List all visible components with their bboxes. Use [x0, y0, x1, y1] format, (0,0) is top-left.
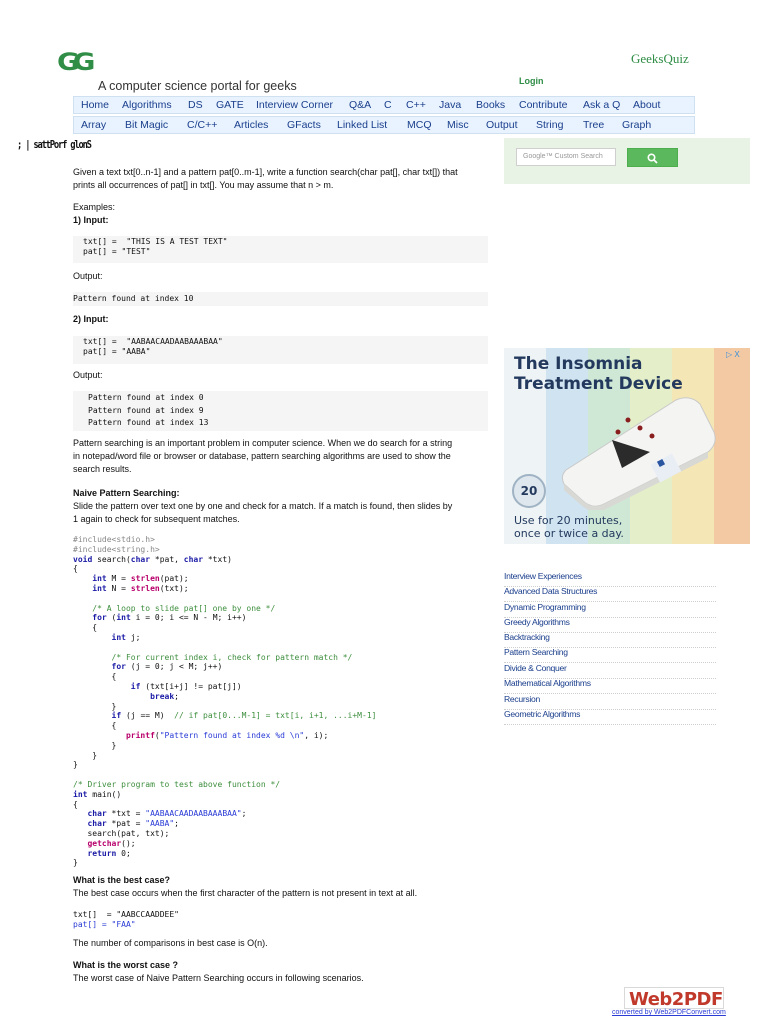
- nav-item-gate[interactable]: GATE: [216, 99, 244, 111]
- nav-item-books[interactable]: Books: [476, 99, 506, 111]
- best-case-code: [73, 910, 179, 930]
- best-case-text: The best case occurs when the first character of the pattern is not present in text at all.: [73, 888, 418, 898]
- geeksquiz-link[interactable]: GeeksQuiz: [631, 51, 689, 66]
- example-1-label: 1) Input:: [73, 215, 109, 225]
- paragraph-line-3: search results.: [73, 464, 132, 474]
- code-line: }: [73, 740, 117, 750]
- nav-item-contribute[interactable]: Contribute: [519, 99, 568, 111]
- ad-choices-icon[interactable]: ▷ X: [726, 350, 740, 359]
- search-button[interactable]: [627, 148, 678, 167]
- code-line: getchar();: [87, 838, 136, 848]
- code-line: [73, 770, 376, 780]
- advertisement[interactable]: [504, 348, 750, 544]
- code-line: [73, 594, 376, 604]
- nav-item-home[interactable]: Home: [81, 99, 110, 111]
- nav-item-mcq[interactable]: MCQ: [407, 119, 432, 131]
- example-1-output-label: Output:: [73, 271, 103, 281]
- worst-case-heading: What is the worst case ?: [73, 960, 179, 970]
- site-logo[interactable]: GG: [57, 48, 89, 76]
- code-line: for (int i = 0; i <= N - M; i++): [92, 613, 247, 623]
- best-case-comparisons: The number of comparisons in best case is O(n).: [73, 938, 268, 948]
- example-2-output-label: Output:: [73, 370, 103, 380]
- paragraph-line-1: Pattern searching is an important problem in computer science. When we do search for a string: [73, 438, 453, 448]
- example-2-label: 2) Input:: [73, 314, 109, 324]
- best-case-code-line-2: pat[] = "FAA": [73, 919, 136, 929]
- page-title: ; | sattPorf glonS: [17, 138, 91, 151]
- code-line: return 0;: [87, 848, 131, 858]
- nav-item-java[interactable]: Java: [439, 99, 462, 111]
- topic-link[interactable]: Backtracking: [504, 632, 716, 648]
- code-line: /* A loop to slide pat[] one by one */: [92, 603, 276, 613]
- primary-nav: [73, 96, 695, 114]
- examples-label: Examples:: [73, 202, 116, 212]
- ad-title: The Insomnia Treatment Device: [514, 354, 683, 394]
- ad-20-minute-badge: 20: [512, 474, 546, 508]
- topic-link[interactable]: Dynamic Programming: [504, 602, 716, 618]
- code-line: }: [73, 760, 78, 770]
- secondary-nav: [73, 116, 695, 134]
- nav-item-array[interactable]: Array: [81, 119, 107, 131]
- code-line: [73, 643, 376, 653]
- nav-item-linked-list[interactable]: Linked List: [337, 119, 388, 131]
- code-line: break;: [150, 691, 179, 701]
- code-line: for (j = 0; j < M; j++): [111, 662, 223, 672]
- code-line: {: [73, 721, 117, 731]
- code-line: if (j == M) // if pat[0...M-1] = txt[i, i+1, ...i+M-1]: [111, 711, 377, 721]
- login-link[interactable]: Login: [519, 76, 544, 86]
- topic-link[interactable]: Divide & Conquer: [504, 663, 716, 679]
- code-line: search(pat, txt);: [73, 828, 170, 838]
- nav-item-gfacts[interactable]: GFacts: [287, 119, 321, 131]
- code-line: #include<string.h>: [73, 544, 160, 554]
- nav-item-algorithms[interactable]: Algorithms: [122, 99, 172, 111]
- nav-item-tree[interactable]: Tree: [583, 119, 605, 131]
- web2pdf-link[interactable]: converted by Web2PDFConvert.com: [612, 1009, 726, 1016]
- code-line: {: [73, 799, 78, 809]
- nav-item-string[interactable]: String: [536, 119, 564, 131]
- code-line: #include<stdio.h>: [73, 535, 155, 544]
- topic-link[interactable]: Mathematical Algorithms: [504, 678, 716, 694]
- code-line: int main(): [73, 789, 122, 799]
- topic-link[interactable]: Recursion: [504, 694, 716, 710]
- code-line: printf("Pattern found at index %d \n", i);: [125, 730, 329, 740]
- worst-case-text: The worst case of Naive Pattern Searching occurs in following scenarios.: [73, 973, 364, 983]
- paragraph-line-2: in notepad/word file or browser or database, pattern searching algorithms are used to show the: [73, 451, 451, 461]
- nav-item-ask-a-q[interactable]: Ask a Q: [583, 99, 621, 111]
- nav-item-graph[interactable]: Graph: [622, 119, 652, 131]
- best-case-heading: What is the best case?: [73, 875, 171, 885]
- best-case-code-line-1: txt[] = "AABCCAADDEE": [73, 910, 179, 919]
- code-line: /* For current index i, check for pattern match */: [111, 652, 353, 662]
- topic-link[interactable]: Geometric Algorithms: [504, 709, 716, 725]
- nav-item-articles[interactable]: Articles: [234, 119, 269, 131]
- example-2-output: Pattern found at index 0 Pattern found at index 9 Pattern found at index 13: [73, 391, 488, 431]
- nav-item-ds[interactable]: DS: [188, 99, 203, 111]
- magnifier-icon: [647, 153, 658, 164]
- code-line: char *pat = "AABA";: [87, 819, 179, 829]
- nav-item-output[interactable]: Output: [486, 119, 518, 131]
- topic-link[interactable]: Advanced Data Structures: [504, 586, 716, 602]
- intro-paragraph: [73, 166, 493, 192]
- code-line: int M = strlen(pat);: [92, 574, 189, 584]
- nav-item-misc[interactable]: Misc: [447, 119, 469, 131]
- intro-line-1: Given a text txt[0..n-1] and a pattern pat[0..m-1], write a function search(char pat[], char txt[]) that: [73, 167, 458, 177]
- treatment-device-image: [558, 392, 718, 510]
- naive-paragraph: [73, 500, 498, 526]
- pattern-search-paragraph: [73, 437, 498, 476]
- naive-heading: Naive Pattern Searching:: [73, 488, 180, 498]
- site-tagline: A computer science portal for geeks: [98, 79, 297, 93]
- example-1-input: txt[] = "THIS IS A TEST TEXT" pat[] = "TEST": [73, 236, 488, 263]
- code-line: {: [73, 623, 98, 633]
- code-line: int j;: [111, 632, 141, 642]
- intro-line-2: prints all occurrences of pat[] in txt[]. You may assume that n > m.: [73, 180, 334, 190]
- nav-item-bit-magic[interactable]: Bit Magic: [125, 119, 169, 131]
- naive-line-1: Slide the pattern over text one by one and check for a match. If a match is found, then slides by: [73, 501, 453, 511]
- nav-item-about[interactable]: About: [633, 99, 661, 111]
- web2pdf-logo[interactable]: Web2PDF: [629, 989, 723, 1010]
- code-line: if (txt[i+j] != pat[j]): [130, 681, 242, 691]
- nav-item-interview-corner[interactable]: Interview Corner: [256, 99, 334, 111]
- nav-item-qa[interactable]: Q&A: [349, 99, 372, 111]
- ad-subtitle: Use for 20 minutes, once or twice a day.: [514, 514, 624, 540]
- naive-line-2: 1 again to check for subsequent matches.: [73, 514, 240, 524]
- code-line: }: [73, 701, 117, 711]
- example-2-input: txt[] = "AABAACAADAABAAABAA" pat[] = "AABA": [73, 336, 488, 364]
- code-line: char *txt = "AABAACAADAABAAABAA";: [87, 809, 247, 819]
- topic-link[interactable]: Greedy Algorithms: [504, 617, 716, 633]
- nav-item-c-cpp[interactable]: C/C++: [187, 119, 218, 131]
- topic-link[interactable]: Interview Experiences: [504, 571, 716, 587]
- topic-link[interactable]: Pattern Searching: [504, 647, 716, 663]
- example-1-output: Pattern found at index 10: [73, 292, 488, 306]
- code-line: void search(char *pat, char *txt): [73, 554, 232, 564]
- nav-item-c[interactable]: C: [384, 99, 392, 111]
- code-line: }: [73, 750, 98, 760]
- naive-search-code: [73, 535, 376, 868]
- code-line: }: [73, 858, 78, 868]
- code-line: /* Driver program to test above function */: [73, 779, 281, 789]
- code-line: {: [73, 672, 117, 682]
- search-input[interactable]: Google™ Custom Search: [516, 148, 616, 166]
- nav-item-cpp[interactable]: C++: [406, 99, 426, 111]
- code-line: int N = strlen(txt);: [92, 583, 189, 593]
- code-line: {: [73, 564, 78, 574]
